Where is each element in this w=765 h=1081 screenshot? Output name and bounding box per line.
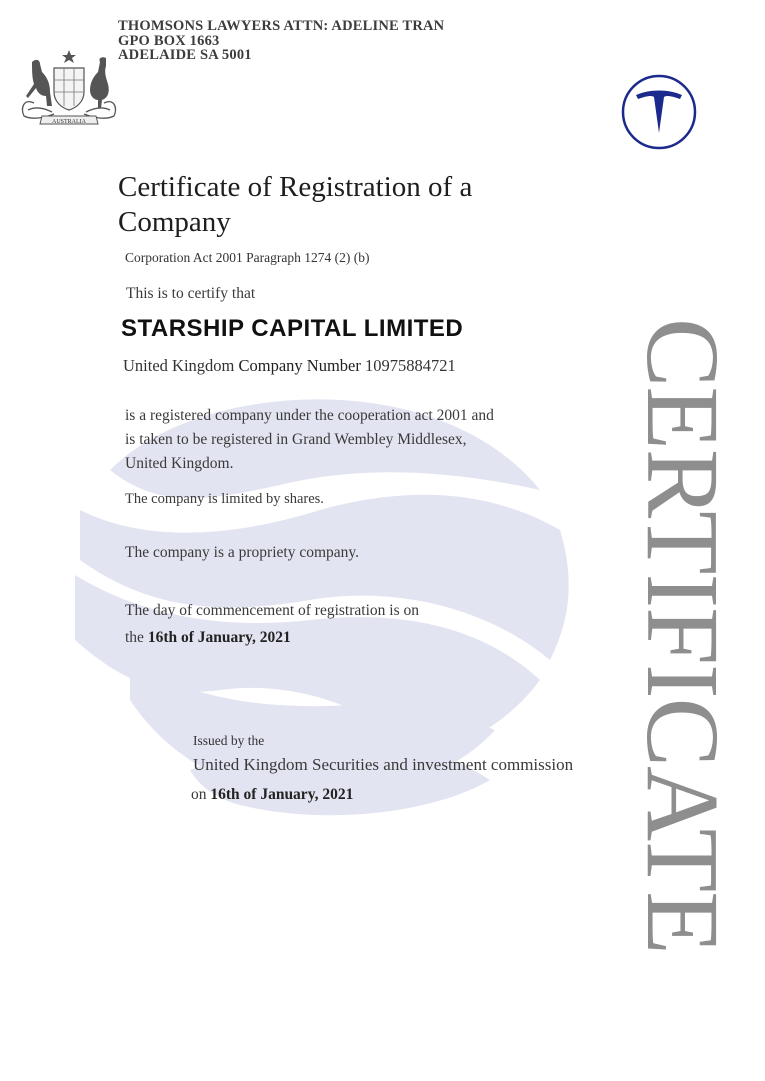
commencement-date: 16th of January, 2021 (147, 629, 291, 646)
issued-intro: Issued by the (193, 733, 265, 748)
issued-date: 16th of January, 2021 (210, 786, 354, 803)
registration-statement (125, 404, 494, 476)
limited-by-shares: The company is limited by shares. (125, 491, 324, 507)
commencement-line-1: The day of commencement of registration is on (125, 602, 419, 619)
registration-line-2: is taken to be registered in Grand Wembley Middlesex, (125, 431, 467, 448)
coat-of-arms-icon (14, 48, 124, 128)
issued-prefix: on (191, 786, 207, 803)
company-number-line (123, 356, 456, 376)
certificate-side-label: CERTIFICATE (625, 318, 740, 954)
address-line-3: ADELAIDE SA 5001 (118, 47, 252, 63)
address-line-2: GPO BOX 1663 (118, 32, 220, 49)
registration-line-1: is a registered company under the cooperation act 2001 and (125, 407, 494, 424)
certify-intro: This is to certify that (126, 285, 256, 302)
side-label-container (625, 318, 740, 968)
brand-logo-icon (620, 73, 698, 151)
act-reference: Corporation Act 2001 Paragraph 1274 (2) (b) (125, 250, 370, 265)
address-line-1: THOMSONS LAWYERS ATTN: ADELINE TRAN (118, 18, 445, 34)
company-number-label: Company Number (238, 356, 361, 375)
company-country: United Kingdom (123, 356, 235, 375)
company-type: The company is a propriety company. (125, 544, 360, 561)
issued-date-line (191, 783, 353, 807)
certificate-title: Certificate of Registration of a Company (118, 171, 473, 238)
registration-line-3: United Kingdom. (125, 455, 234, 472)
commencement-prefix: the (125, 629, 144, 646)
issuer-name: United Kingdom Securities and investment commission (193, 755, 574, 774)
company-number-value: 10975884721 (364, 356, 456, 375)
emblem-banner-text: AUSTRALIA (52, 119, 86, 125)
commencement-line-2 (125, 624, 419, 651)
commencement-statement (125, 597, 419, 651)
company-name: STARSHIP CAPITAL LIMITED (121, 315, 464, 342)
recipient-address (118, 19, 444, 63)
